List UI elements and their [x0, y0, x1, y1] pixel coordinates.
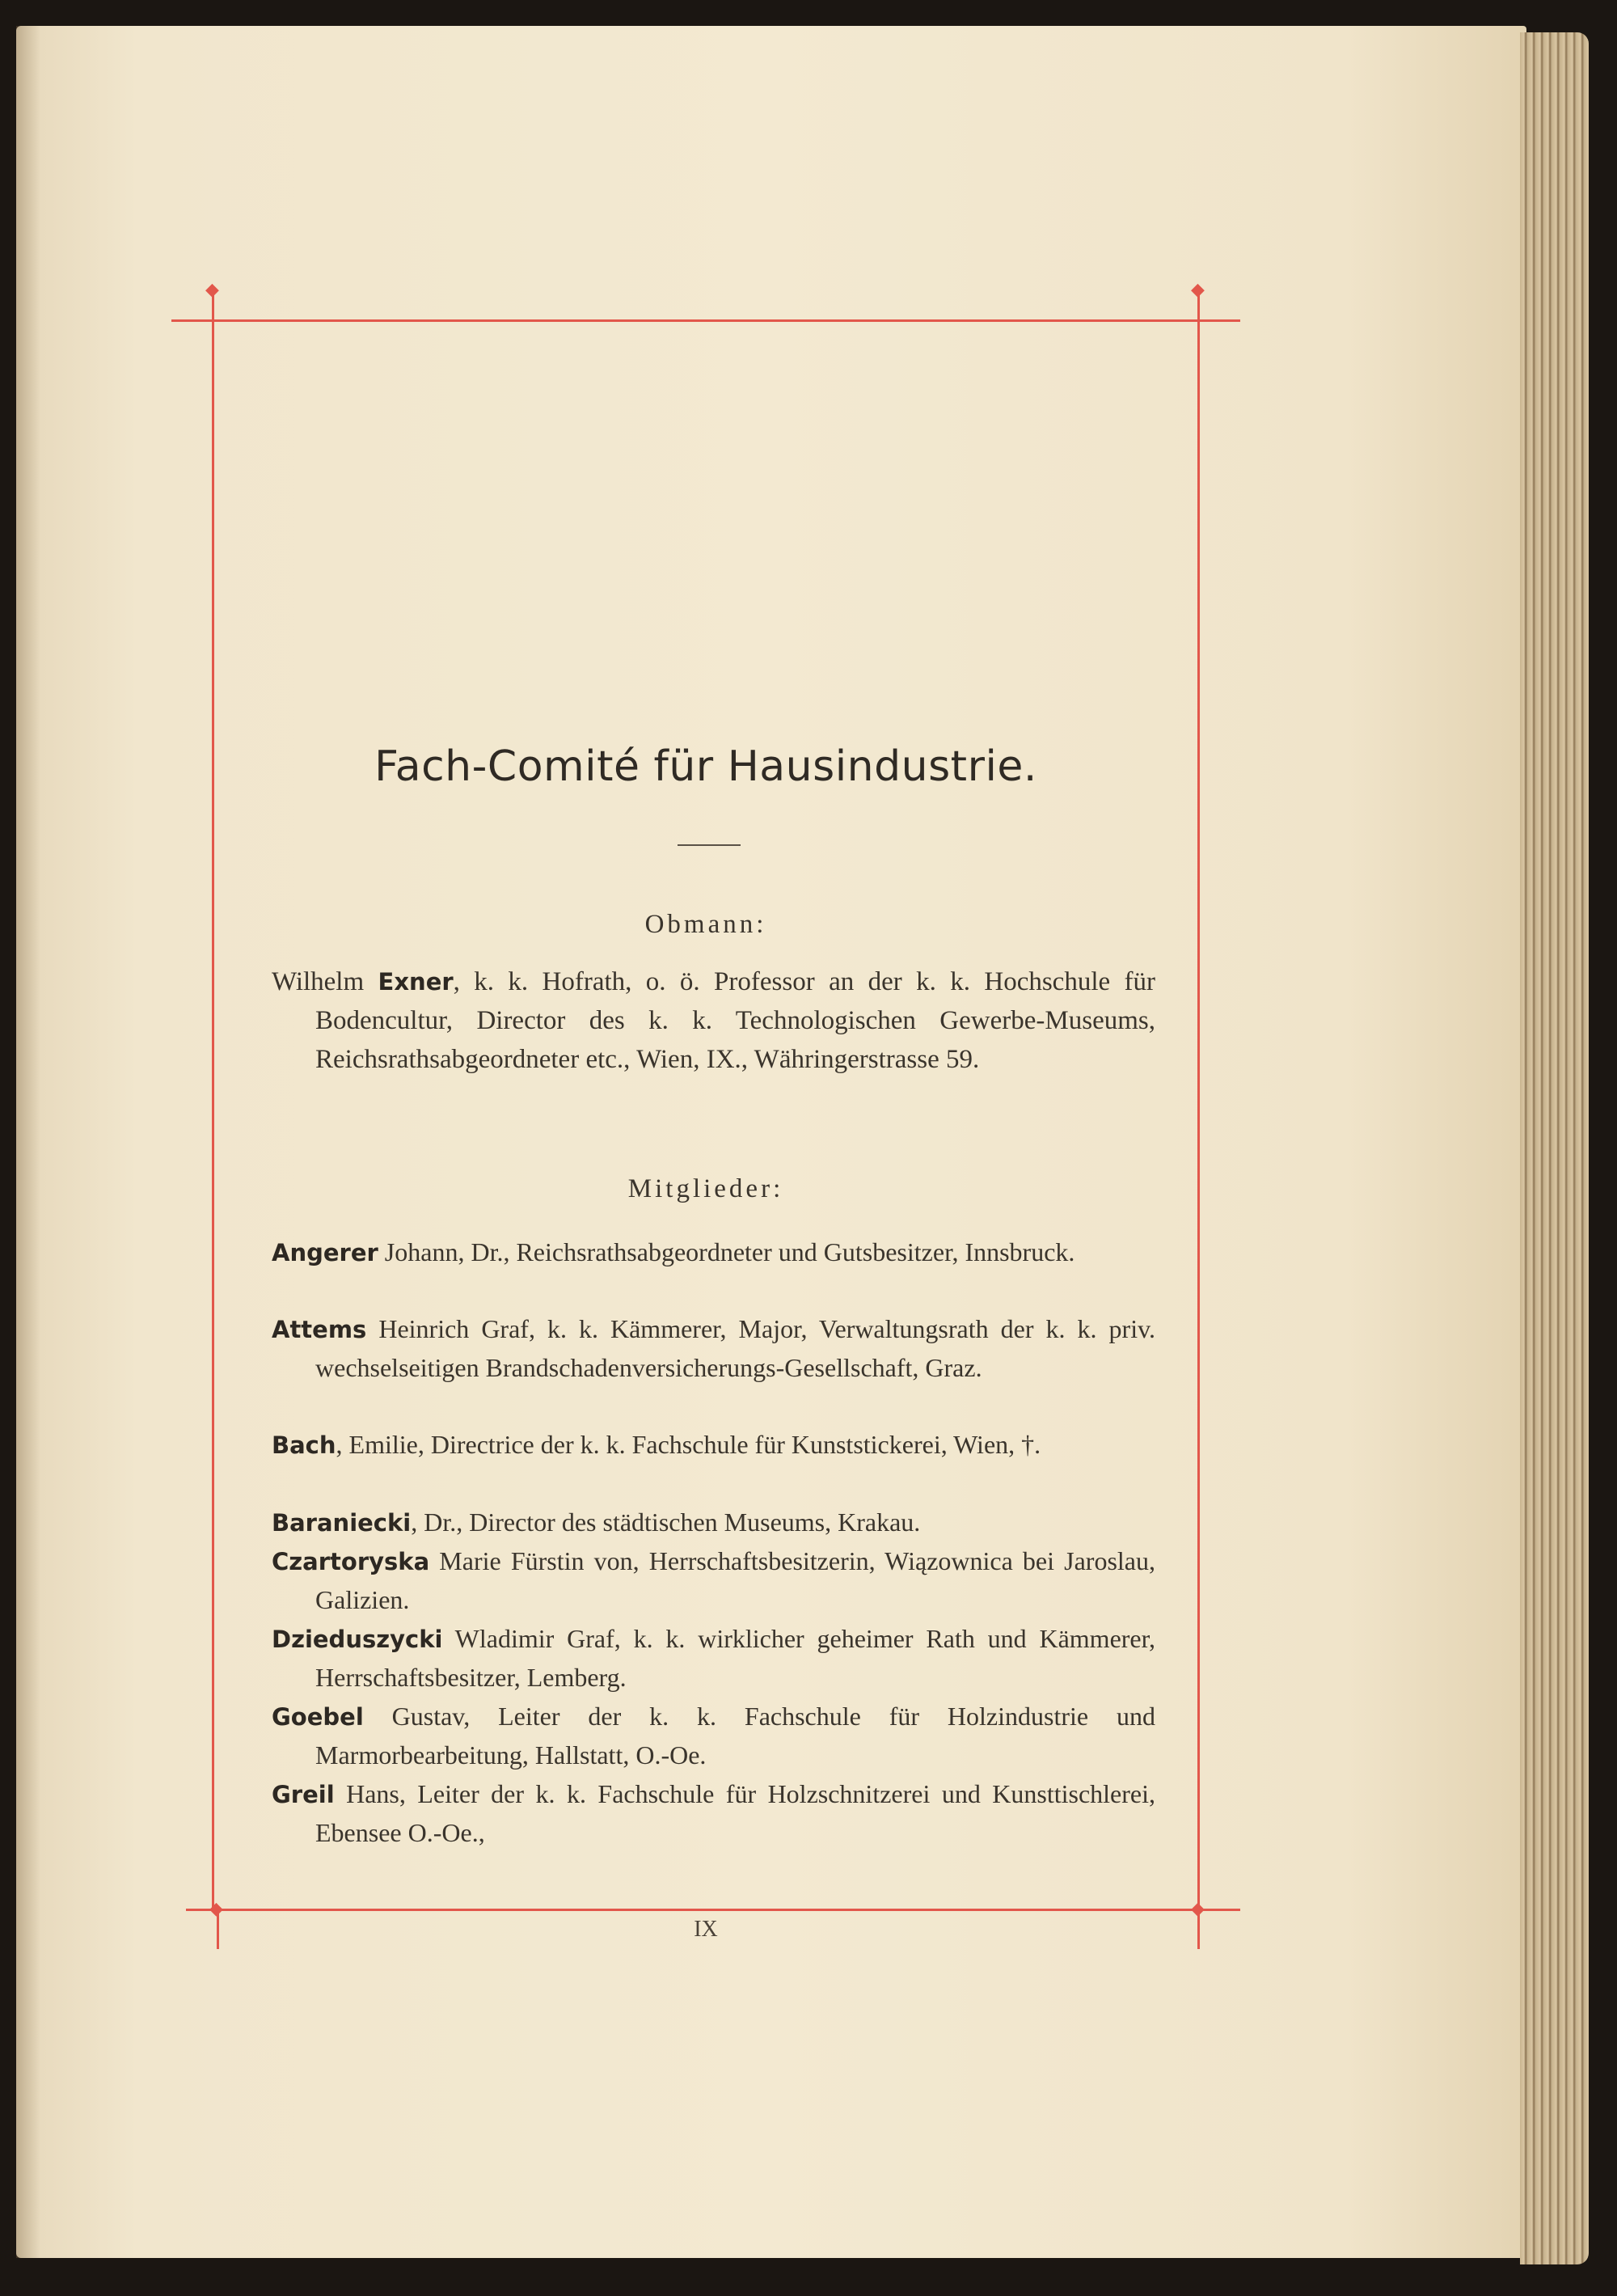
member-entry	[272, 1233, 1155, 1272]
frame-corner-ornament-icon: ◆	[1191, 280, 1205, 300]
member-description: Johann, Dr., Reichsrathsabgeordneter und Gutsbesitzer, Innsbruck.	[378, 1237, 1075, 1266]
obmann-description: , k. k. Hofrath, o. ö. Professor an der k. k. Hochschule für Bodencultur, Director des k. k. Technologischen Gewerbe-Museums, Reichsrathsabgeordneter etc., Wien, IX., Währingerstrasse 59.	[315, 967, 1155, 1074]
member-name: Greil	[272, 1781, 335, 1808]
member-name: Bach	[272, 1431, 336, 1459]
member-entry	[272, 1620, 1155, 1697]
member-name: Angerer	[272, 1239, 378, 1266]
frame-corner-ornament-icon: ◆	[205, 280, 219, 300]
frame-top-right-extension	[1198, 319, 1240, 322]
member-name: Baraniecki	[272, 1509, 412, 1537]
frame-top-left-extension	[171, 319, 213, 322]
gutter-shadow	[16, 26, 40, 2258]
member-entry	[272, 1310, 1155, 1387]
member-description: Marie Fürstin von, Herrschaftsbesitzerin, Wiązownica bei Jaroslau, Galizien.	[315, 1546, 1155, 1614]
member-name: Attems	[272, 1316, 367, 1343]
member-name: Dzieduszycki	[272, 1626, 443, 1653]
member-description: , Emilie, Directrice der k. k. Fachschule für Kunststickerei, Wien, †.	[336, 1430, 1041, 1459]
page-title: Fach-Comité für Hausindustrie.	[374, 742, 1037, 791]
obmann-heading: Obmann:	[644, 910, 767, 939]
obmann-surname: Exner	[378, 968, 454, 996]
member-name: Goebel	[272, 1703, 364, 1731]
member-name: Czartoryska	[272, 1548, 430, 1575]
members-heading: Mitglieder:	[627, 1174, 784, 1203]
member-entry	[272, 1503, 1155, 1542]
frame-corner-ornament-icon: ◆	[209, 1899, 223, 1919]
member-description: Wladimir Graf, k. k. wirklicher geheimer Rath und Kämmerer, Herrschaftsbesitzer, Lemberg.	[315, 1624, 1155, 1692]
title-divider	[678, 844, 741, 846]
member-entry	[272, 1426, 1155, 1465]
page-number: IX	[694, 1917, 718, 1942]
obmann-first-name: Wilhelm	[272, 967, 378, 996]
member-description: Hans, Leiter der k. k. Fachschule für Holzschnitzerei und Kunsttischlerei, Ebensee O.-Oe.,	[315, 1779, 1155, 1847]
member-entry	[272, 1542, 1155, 1619]
frame-corner-ornament-icon: ◆	[1191, 1899, 1205, 1919]
member-entry	[272, 1775, 1155, 1852]
member-description: , Dr., Director des städtischen Museums, Krakau.	[411, 1507, 921, 1537]
member-entry	[272, 1698, 1155, 1774]
obmann-entry	[272, 962, 1155, 1079]
member-description: Gustav, Leiter der k. k. Fachschule für Holzindustrie und Marmorbearbeitung, Hallstatt, O.-Oe.	[315, 1702, 1155, 1770]
member-description: Heinrich Graf, k. k. Kämmerer, Major, Verwaltungsrath der k. k. priv. wechselseitigen Brandschadenversicherungs-Gesellschaft, Graz.	[315, 1314, 1155, 1382]
page-edges	[1520, 32, 1589, 2264]
